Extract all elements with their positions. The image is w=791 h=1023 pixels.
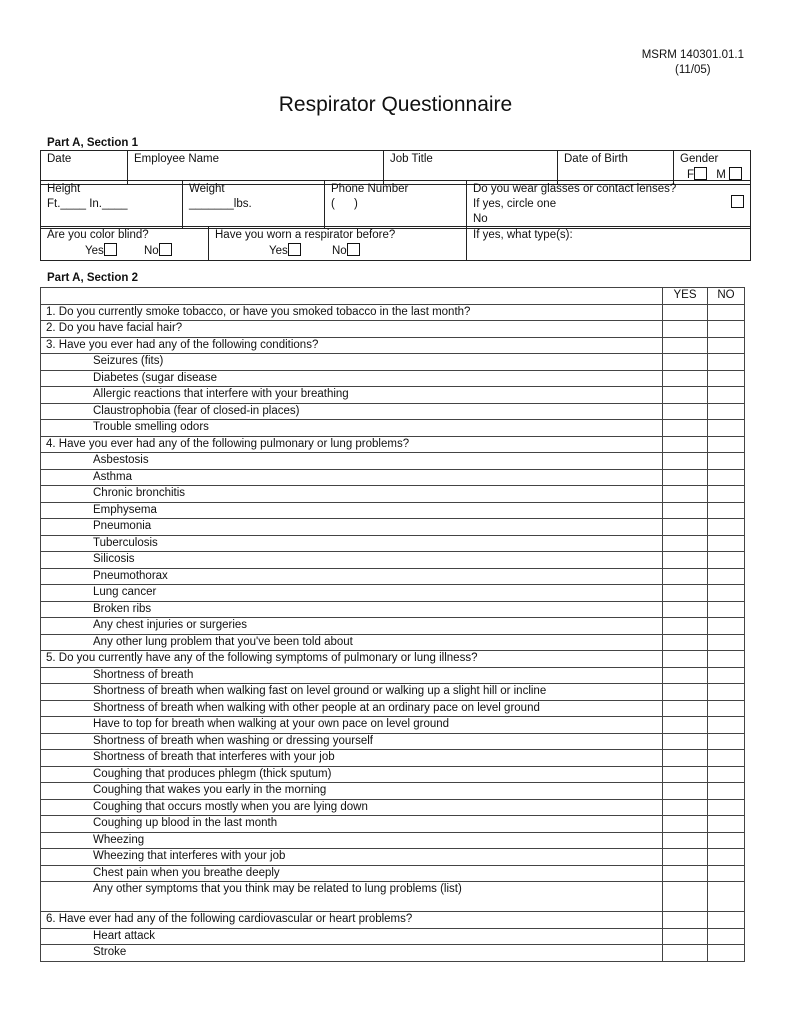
no-answer-cell[interactable] <box>708 717 745 734</box>
no-answer-cell[interactable] <box>708 783 745 800</box>
gender-f-checkbox[interactable] <box>694 167 707 180</box>
question-text: Any other lung problem that you've been told about <box>41 634 663 651</box>
question-row <box>41 519 745 536</box>
no-answer-cell[interactable] <box>708 321 745 338</box>
question-row <box>41 469 745 486</box>
yes-answer-cell[interactable] <box>663 403 708 420</box>
phone-fill: ( ) <box>331 198 358 210</box>
phone-field[interactable] <box>325 181 467 229</box>
yes-answer-cell[interactable] <box>663 486 708 503</box>
yes-answer-cell[interactable] <box>663 337 708 354</box>
no-answer-cell[interactable] <box>708 865 745 882</box>
color-blind-no-checkbox[interactable] <box>159 243 172 256</box>
question-text: Allergic reactions that interfere with your breathing <box>41 387 663 404</box>
header-blank <box>41 288 663 305</box>
yes-column-header: YES <box>663 288 708 305</box>
question-text: Asbestosis <box>41 453 663 470</box>
question-row <box>41 684 745 701</box>
employee-name-label: Employee Name <box>134 153 220 165</box>
yes-answer-cell[interactable] <box>663 849 708 866</box>
question-row <box>41 502 745 519</box>
glasses-note: If yes, circle one <box>473 198 557 210</box>
page-title: Respirator Questionnaire <box>278 93 513 116</box>
question-row <box>41 945 745 962</box>
no-answer-cell[interactable] <box>708 750 745 767</box>
question-row <box>41 403 745 420</box>
question-row <box>41 387 745 404</box>
no-answer-cell[interactable] <box>708 945 745 962</box>
question-text: Coughing that occurs mostly when you are lying down <box>41 799 663 816</box>
yes-answer-cell[interactable] <box>663 928 708 945</box>
yes-answer-cell[interactable] <box>663 552 708 569</box>
respirator-before-field <box>209 227 467 261</box>
height-field[interactable] <box>41 181 183 229</box>
no-answer-cell[interactable] <box>708 403 745 420</box>
yes-answer-cell[interactable] <box>663 700 708 717</box>
question-text: Diabetes (sugar disease <box>41 370 663 387</box>
question-text: Any chest injuries or surgeries <box>41 618 663 635</box>
question-row <box>41 816 745 833</box>
gender-m-checkbox[interactable] <box>729 167 742 180</box>
job-title-label: Job Title <box>390 153 433 165</box>
no-answer-cell[interactable] <box>708 766 745 783</box>
question-row <box>41 568 745 585</box>
question-row <box>41 733 745 750</box>
no-answer-cell[interactable] <box>708 337 745 354</box>
yes-answer-cell[interactable] <box>663 651 708 668</box>
no-answer-cell[interactable] <box>708 469 745 486</box>
weight-label: Weight <box>189 183 225 195</box>
yes-answer-cell[interactable] <box>663 882 708 912</box>
gender-f-label: F <box>686 169 694 181</box>
no-answer-cell[interactable] <box>708 928 745 945</box>
yes-answer-cell[interactable] <box>663 783 708 800</box>
yes-answer-cell[interactable] <box>663 469 708 486</box>
yes-answer-cell[interactable] <box>663 370 708 387</box>
respirator-no-checkbox[interactable] <box>347 243 360 256</box>
no-answer-cell[interactable] <box>708 849 745 866</box>
gender-m-label: M <box>716 169 726 181</box>
question-text: 4. Have you ever had any of the following pulmonary or lung problems? <box>41 436 663 453</box>
question-text: Stroke <box>41 945 663 962</box>
question-row <box>41 354 745 371</box>
question-text: Shortness of breath when walking fast on level ground or walking up a slight hill or incline <box>41 684 663 701</box>
yes-answer-cell[interactable] <box>663 766 708 783</box>
form-date: (11/05) <box>675 64 711 76</box>
yes-answer-cell[interactable] <box>663 634 708 651</box>
no-answer-cell[interactable] <box>708 535 745 552</box>
yes-answer-cell[interactable] <box>663 420 708 437</box>
question-text: Tuberculosis <box>41 535 663 552</box>
no-answer-cell[interactable] <box>708 651 745 668</box>
question-text: Shortness of breath <box>41 667 663 684</box>
question-text: Wheezing that interferes with your job <box>41 849 663 866</box>
question-text: Emphysema <box>41 502 663 519</box>
question-text: Any other symptoms that you think may be related to lung problems (list) <box>41 882 663 912</box>
no-answer-cell[interactable] <box>708 486 745 503</box>
question-text: 1. Do you currently smoke tobacco, or have you smoked tobacco in the last month? <box>41 304 663 321</box>
yes-answer-cell[interactable] <box>663 750 708 767</box>
question-row <box>41 717 745 734</box>
yes-answer-cell[interactable] <box>663 667 708 684</box>
question-row <box>41 585 745 602</box>
yes-answer-cell[interactable] <box>663 453 708 470</box>
no-answer-cell[interactable] <box>708 552 745 569</box>
weight-field[interactable] <box>183 181 325 229</box>
yes-answer-cell[interactable] <box>663 585 708 602</box>
question-row <box>41 304 745 321</box>
respirator-no-label: No <box>331 245 347 257</box>
no-answer-cell[interactable] <box>708 568 745 585</box>
question-text: Shortness of breath when washing or dressing yourself <box>41 733 663 750</box>
no-answer-cell[interactable] <box>708 667 745 684</box>
date-label: Date <box>47 153 72 165</box>
question-text: Coughing that produces phlegm (thick sputum) <box>41 766 663 783</box>
question-text: Coughing that wakes you early in the morning <box>41 783 663 800</box>
no-answer-cell[interactable] <box>708 618 745 635</box>
no-answer-cell[interactable] <box>708 370 745 387</box>
question-row <box>41 928 745 945</box>
respirator-yes-label: Yes <box>269 245 288 257</box>
question-text: Chest pain when you breathe deeply <box>41 865 663 882</box>
respirator-yes-checkbox[interactable] <box>288 243 301 256</box>
respirator-types-label: If yes, what type(s): <box>473 229 573 241</box>
yes-answer-cell[interactable] <box>663 321 708 338</box>
question-text: Broken ribs <box>41 601 663 618</box>
yes-answer-cell[interactable] <box>663 304 708 321</box>
weight-fill: _______lbs. <box>189 198 252 210</box>
no-answer-cell[interactable] <box>708 519 745 536</box>
respirator-before-question: Have you worn a respirator before? <box>215 229 396 241</box>
no-answer-cell[interactable] <box>708 882 745 912</box>
yes-answer-cell[interactable] <box>663 436 708 453</box>
question-row <box>41 601 745 618</box>
no-answer-cell[interactable] <box>708 684 745 701</box>
question-row <box>41 535 745 552</box>
question-row <box>41 634 745 651</box>
question-row <box>41 337 745 354</box>
no-answer-cell[interactable] <box>708 453 745 470</box>
question-row <box>41 370 745 387</box>
question-text: Shortness of breath when walking with other people at an ordinary pace on level ground <box>41 700 663 717</box>
question-row <box>41 321 745 338</box>
question-row <box>41 783 745 800</box>
respirator-types-field[interactable] <box>467 227 751 261</box>
phone-label: Phone Number <box>331 183 409 195</box>
glasses-no-label: No <box>473 213 488 225</box>
no-answer-cell[interactable] <box>708 387 745 404</box>
no-answer-cell[interactable] <box>708 700 745 717</box>
question-row <box>41 651 745 668</box>
section1-row3 <box>40 226 751 261</box>
question-text: Chronic bronchitis <box>41 486 663 503</box>
yes-answer-cell[interactable] <box>663 684 708 701</box>
no-answer-cell[interactable] <box>708 832 745 849</box>
section1-heading: Part A, Section 1 <box>47 137 138 149</box>
question-text: Have to top for breath when walking at your own pace on level ground <box>41 717 663 734</box>
question-text: Silicosis <box>41 552 663 569</box>
yes-answer-cell[interactable] <box>663 618 708 635</box>
question-row <box>41 667 745 684</box>
glasses-question: Do you wear glasses or contact lenses? <box>473 183 677 195</box>
yes-answer-cell[interactable] <box>663 865 708 882</box>
question-text: Seizures (fits) <box>41 354 663 371</box>
yes-answer-cell[interactable] <box>663 799 708 816</box>
color-blind-field <box>41 227 209 261</box>
no-answer-cell[interactable] <box>708 304 745 321</box>
question-row <box>41 618 745 635</box>
question-text: Shortness of breath that interferes with your job <box>41 750 663 767</box>
yes-answer-cell[interactable] <box>663 733 708 750</box>
yes-answer-cell[interactable] <box>663 354 708 371</box>
question-text: 2. Do you have facial hair? <box>41 321 663 338</box>
form-code-block <box>642 48 744 78</box>
section1-row2 <box>40 180 751 229</box>
no-answer-cell[interactable] <box>708 436 745 453</box>
question-row <box>41 552 745 569</box>
question-text: Lung cancer <box>41 585 663 602</box>
question-text: Asthma <box>41 469 663 486</box>
yes-answer-cell[interactable] <box>663 535 708 552</box>
question-text: Heart attack <box>41 928 663 945</box>
question-text: Coughing up blood in the last month <box>41 816 663 833</box>
question-text: Trouble smelling odors <box>41 420 663 437</box>
yes-answer-cell[interactable] <box>663 502 708 519</box>
yes-answer-cell[interactable] <box>663 387 708 404</box>
section2-heading: Part A, Section 2 <box>47 272 138 284</box>
yes-answer-cell[interactable] <box>663 568 708 585</box>
question-row <box>41 453 745 470</box>
glasses-checkbox[interactable] <box>731 195 744 208</box>
glasses-field <box>467 181 751 229</box>
question-text: Pneumothorax <box>41 568 663 585</box>
question-row <box>41 912 745 929</box>
no-answer-cell[interactable] <box>708 502 745 519</box>
question-row <box>41 486 745 503</box>
no-answer-cell[interactable] <box>708 733 745 750</box>
gender-label: Gender <box>680 153 719 165</box>
question-header-row <box>41 288 745 305</box>
yes-answer-cell[interactable] <box>663 519 708 536</box>
yes-answer-cell[interactable] <box>663 912 708 929</box>
yes-answer-cell[interactable] <box>663 832 708 849</box>
no-answer-cell[interactable] <box>708 354 745 371</box>
question-row <box>41 436 745 453</box>
question-row <box>41 832 745 849</box>
question-row <box>41 766 745 783</box>
no-answer-cell[interactable] <box>708 912 745 929</box>
no-answer-cell[interactable] <box>708 601 745 618</box>
question-text: Claustrophobia (fear of closed-in places) <box>41 403 663 420</box>
question-row <box>41 882 745 912</box>
color-blind-question: Are you color blind? <box>47 229 149 241</box>
question-row <box>41 700 745 717</box>
question-text: 5. Do you currently have any of the following symptoms of pulmonary or lung illness? <box>41 651 663 668</box>
no-answer-cell[interactable] <box>708 585 745 602</box>
question-text: Pneumonia <box>41 519 663 536</box>
color-blind-yes-label: Yes <box>85 245 104 257</box>
question-text: 6. Have ever had any of the following cardiovascular or heart problems? <box>41 912 663 929</box>
height-fill: Ft.____ In.____ <box>47 198 128 210</box>
question-table <box>40 287 745 962</box>
color-blind-yes-checkbox[interactable] <box>104 243 117 256</box>
form-code: MSRM 140301.01.1 <box>641 49 744 61</box>
no-answer-cell[interactable] <box>708 816 745 833</box>
no-answer-cell[interactable] <box>708 799 745 816</box>
height-label: Height <box>47 183 81 195</box>
no-answer-cell[interactable] <box>708 634 745 651</box>
no-answer-cell[interactable] <box>708 420 745 437</box>
yes-answer-cell[interactable] <box>663 945 708 962</box>
question-text: 3. Have you ever had any of the following conditions? <box>41 337 663 354</box>
question-row <box>41 420 745 437</box>
question-row <box>41 750 745 767</box>
question-row <box>41 865 745 882</box>
yes-answer-cell[interactable] <box>663 717 708 734</box>
question-row <box>41 849 745 866</box>
yes-answer-cell[interactable] <box>663 816 708 833</box>
no-column-header: NO <box>708 288 745 305</box>
color-blind-no-label: No <box>143 245 159 257</box>
yes-answer-cell[interactable] <box>663 601 708 618</box>
date-of-birth-label: Date of Birth <box>564 153 628 165</box>
question-text: Wheezing <box>41 832 663 849</box>
question-row <box>41 799 745 816</box>
